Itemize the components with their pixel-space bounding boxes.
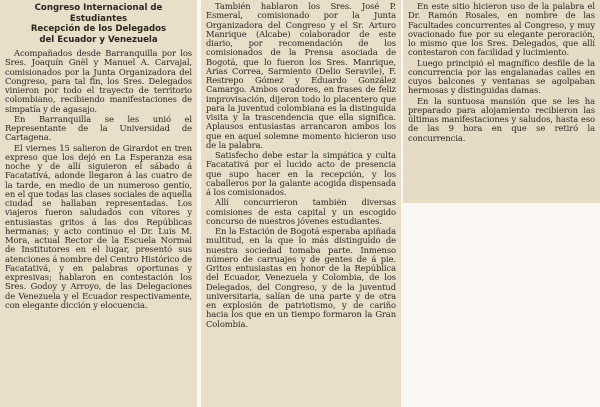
article-column-3 [403, 0, 600, 203]
paragraph: Luego principió el magnífico desfile de la concurrencia por las engalanadas calles en cuyos balcones y ventanas se agolpaban hermosas y distinguidas damas. [408, 57, 595, 96]
paragraph: Satisfecho debe estar la simpática y culta Facatativá por el lucido acto de presencia que supo hacer en la recepción, y los caballeros por la galante acogida dispensada á los comisionados. [206, 150, 396, 197]
article-column-2 [201, 0, 401, 407]
paragraph: Allí concurrieron también diversas comisiones de esta capital y un escogido concurso de nuestros jóvenes estudiantes. [206, 197, 396, 226]
article-column-1 [0, 0, 197, 407]
paragraph: En la suntuosa mansión que se les ha preparado para alojamiento recibieron las últimas manifestaciones y saludos, hasta eso de las 9 hora en que se retiró la concurrencia. [408, 95, 595, 143]
headline-line-3: del Ecuador y Venezuela [39, 34, 158, 45]
article-headline [5, 3, 192, 45]
paragraph: También hablaron los Sres. José P. Esmeral, comisionado por la Junta Organizadora del Congreso y el Sr. Arturo Manrique (Alcabe) colaborador de este diario, por recomendación de los comisionados de la Prensa asociada de Bogotá, que lo fueron los Sres. Manrique, Arias Correa, Sarmiento (Delio Seravile), F. Restrepo Gómez y Eduardo González Camargo. Ambos oradores, en frases de feliz improvisación, dijeron todo lo placentero que para la juventud colombiana es la distinguida visita y la trascendencia que ella significa. Aplausos entusiastas arrancaron ambos los que en aquel solemne momento hicieron uso de la palabra. [206, 1, 396, 150]
paragraph: En Barranquilla se les unió el Representante de la Universidad de Cartagena. [5, 113, 192, 143]
paragraph: El viernes 15 salieron de Girardot en tren expreso que los dejó en La Esperanza esa noche y de allí siguieron el sábado á Facatativá, adonde llegaron á las cuatro de la tarde, en medio de un numeroso gentío, en el que todas las clases sociales de aquella ciudad se hallaban representadas. Los viajeros fueron saludados con vítores y entusiastas gritos á las dos Repúblicas hermanas; y acto continuo el Dr. Luis M. Mora, actual Rector de la Escuela Normal de Institutores en el lugar, presentó sus atenciones á nombre del Centro Histórico de Facatativá, y en palabras oportunas y expresivas; hablaron en contestación los Sres. Godoy y Arroyo, de las Delegaciones de Venezuela y el Ecuador respectivamente, con elegante dicción y elocuencia. [5, 142, 192, 310]
paragraph: En la Estación de Bogotá esperaba apiñada multitud, en la que lo más distinguido de nuestra sociedad tomaba parte. Inmenso número de carruajes y de gentes de á pie. Gritos entusiastas en honor de la República del Ecuador, Venezuela y Colombia, de los Delegados, del Congreso, y de la juventud universitaria, salían de una parte y de otra en explosión de patriotismo, y de cariño hacia los que en un tiempo formaron la Gran Colombia. [206, 226, 396, 329]
headline-line-1: Congreso Internacional de Estudiantes [34, 3, 163, 24]
paragraph: En este sitio hicieron uso de la palabra el Dr. Ramón Rosales, en nombre de las Facultades concurrentes al Congreso, y muy ovacionado fue por su elegante peroración, lo mismo que los Sres. Delegados, que allí contestaron con facilidad y lucimiento. [408, 1, 595, 58]
paragraph: Acompañados desde Barranquilla por los Sres. Joaquín Gnël y Manuel A. Carvajal, comisionados por la Junta Organizadora del Congreso, para tal fin, los Sres. Delegados vinieron por todo el trayecto de territorio colombiano, recibiendo manifestaciones de simpatía y de agasajo. [5, 48, 192, 114]
headline-line-2: Recepción de los Delegados [30, 24, 167, 34]
